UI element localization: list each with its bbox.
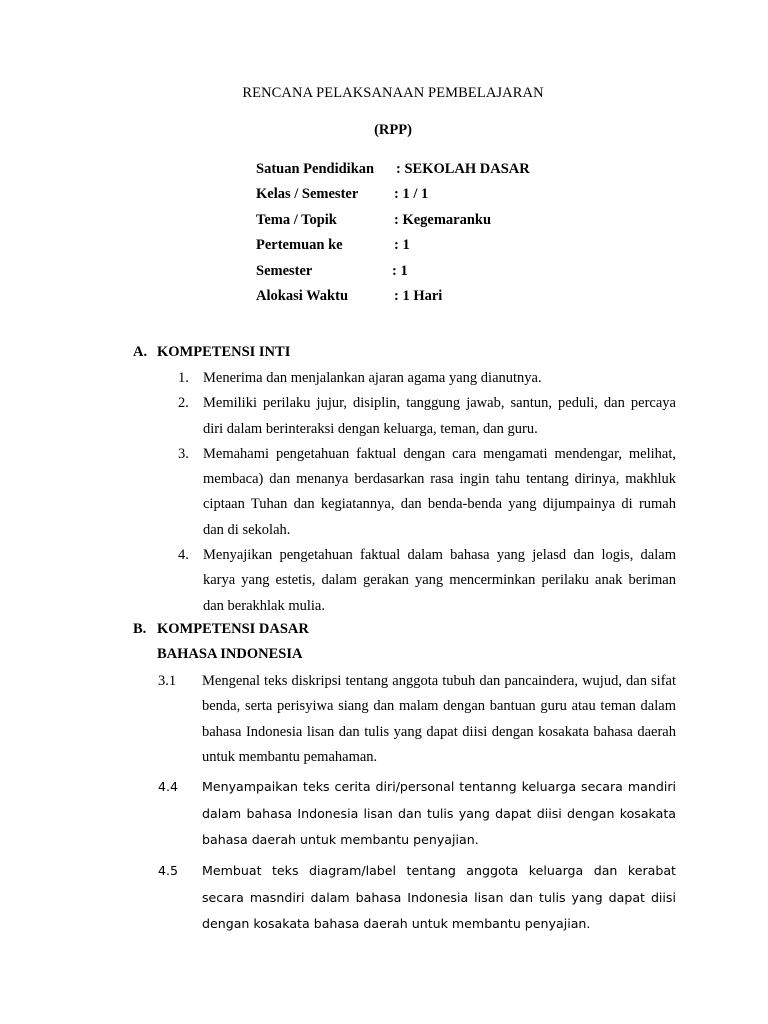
section-a-heading xyxy=(133,344,290,361)
list-item xyxy=(178,543,676,619)
item-text: Mengenal teks diskripsi tentang anggota tubuh dan pancaindera, wujud, dan sifat benda, serta perisyiwa siang dan malam dengan bantuan guru atau teman dalam bahasa Indonesia lisan dan tulis yang dapat diisi dengan kosakata bahasa daerah untuk membantu pemahaman. xyxy=(202,673,676,765)
info-row xyxy=(256,235,530,260)
list-item xyxy=(155,858,676,938)
list-item xyxy=(155,774,676,854)
info-value: : 1 xyxy=(392,262,408,279)
document-subtitle: (RPP) xyxy=(374,122,412,138)
info-value: : 1 xyxy=(394,237,410,254)
list-item xyxy=(155,669,676,770)
document-title: RENCANA PELAKSANAAN PEMBELAJARAN xyxy=(242,85,544,101)
kompetensi-dasar-list xyxy=(155,669,676,938)
info-label: Alokasi Waktu xyxy=(256,287,349,304)
identity-table xyxy=(256,159,530,311)
info-row xyxy=(256,159,530,184)
section-title: KOMPETENSI INTI xyxy=(157,344,291,360)
subject-heading: BAHASA INDONESIA xyxy=(157,646,303,662)
list-item xyxy=(178,391,676,442)
list-item xyxy=(178,442,676,543)
info-value: : SEKOLAH DASAR xyxy=(396,161,530,177)
info-label: Semester xyxy=(256,262,313,279)
item-text: Memiliki perilaku jujur, disiplin, tanggung jawab, santun, peduli, dan percaya diri dalam berinteraksi dengan keluarga, teman, dan guru. xyxy=(203,395,676,437)
info-row xyxy=(256,261,530,286)
item-text: Menerima dan menjalankan ajaran agama yang dianutnya. xyxy=(203,370,542,386)
info-value: : 1 / 1 xyxy=(394,186,429,203)
info-value: : 1 Hari xyxy=(394,287,443,304)
info-value: : Kegemaranku xyxy=(394,211,492,228)
item-code: 3.1 xyxy=(158,673,177,689)
info-row xyxy=(256,286,530,311)
info-label: Tema / Topik xyxy=(256,211,337,228)
item-number: 3. xyxy=(178,445,189,462)
info-label: Pertemuan ke xyxy=(256,237,343,254)
info-row xyxy=(256,210,530,235)
item-text: Menyajikan pengetahuan faktual dalam bahasa yang jelasd dan logis, dalam karya yang estetis, dalam gerakan yang mencerminkan perilaku anak beriman dan berakhlak mulia. xyxy=(203,547,676,614)
item-text: Menyampaikan teks cerita diri/personal tentanng keluarga secara mandiri dalam bahasa Indonesia lisan dan tulis yang dapat diisi dengan kosakata bahasa daerah untuk membantu penyajian. xyxy=(202,779,676,848)
item-text: Memahami pengetahuan faktual dengan cara mengamati mendengar, melihat, membaca) dan menanya berdasarkan rasa ingin tahu tentang dirinya, makhluk ciptaan Tuhan dan kegiatannya, dan benda-benda yang dijumpainya di rumah dan di sekolah. xyxy=(203,445,676,538)
section-title: KOMPETENSI DASAR xyxy=(157,621,309,637)
item-text: Membuat teks diagram/label tentang anggota keluarga dan kerabat secara masndiri dalam bahasa Indonesia lisan dan tulis yang dapat diisi dengan kosakata bahasa daerah untuk membantu penyajian. xyxy=(202,862,676,932)
info-row xyxy=(256,184,530,209)
section-b-heading xyxy=(133,621,309,638)
info-label: Satuan Pendidikan xyxy=(256,161,375,177)
info-label: Kelas / Semester xyxy=(256,186,359,203)
list-item xyxy=(178,366,676,391)
item-code: 4.4 xyxy=(158,779,179,795)
section-letter: B. xyxy=(133,621,147,637)
item-number: 4. xyxy=(178,547,189,564)
item-code: 4.5 xyxy=(158,862,179,878)
kompetensi-inti-list xyxy=(178,366,676,619)
item-number: 1. xyxy=(178,370,189,386)
section-letter: A. xyxy=(133,344,148,360)
item-number: 2. xyxy=(178,395,189,412)
